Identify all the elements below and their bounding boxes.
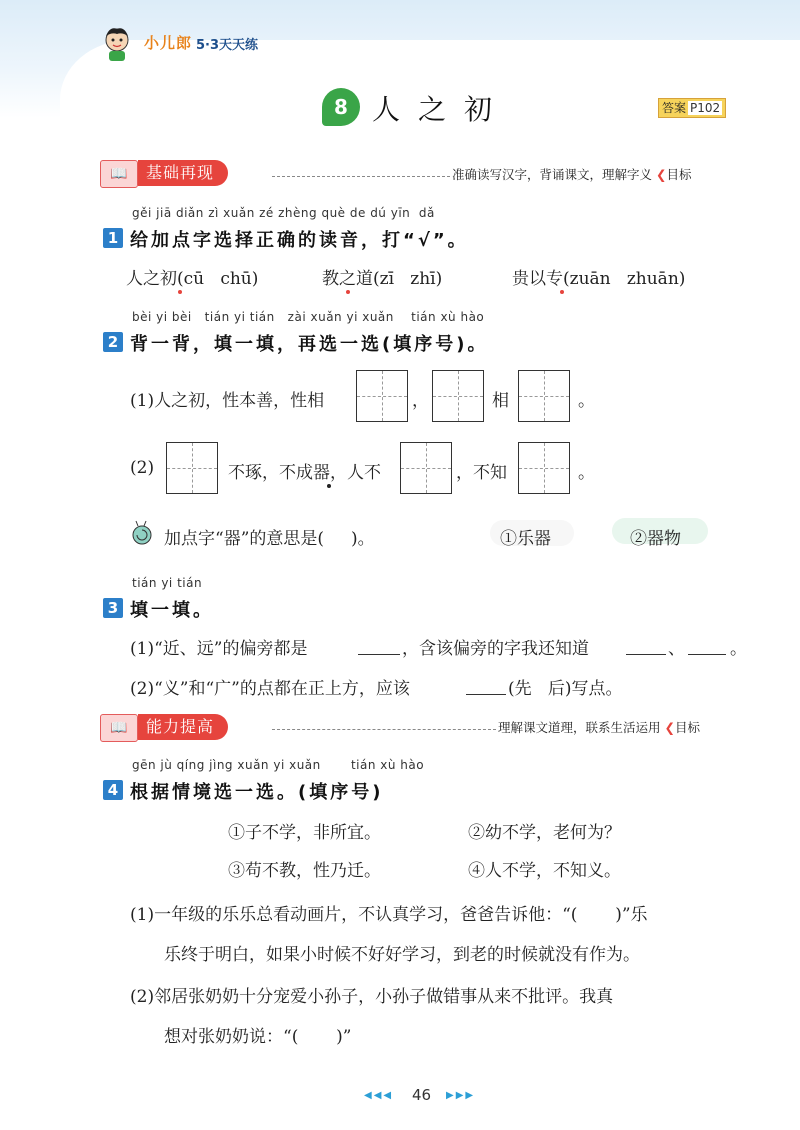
section-banner-improvement (100, 714, 270, 740)
q4-paragraph-2-line-2: 想对张奶奶说：“( )” (164, 1027, 352, 1047)
page-number: 46 (412, 1086, 432, 1104)
tianzige-box[interactable] (356, 370, 408, 422)
q2-line1-part1: (1)人之初，性本善，性相 (130, 391, 325, 411)
q4-number: 4 (103, 780, 123, 800)
q3-line2-part2: (先 后)写点。 (508, 679, 623, 699)
q4-paragraph-1-line-2: 乐终于明白，如果小时候不好好学习，到老的时候就没有作为。 (164, 945, 640, 965)
q1-item-3[interactable]: 贵以专(zuān zhuān) (512, 269, 686, 289)
q1-item-1[interactable]: 人之初(cū chū) (126, 269, 259, 289)
footer-arrows-left: ◀◀◀ (364, 1090, 394, 1101)
tianzige-box[interactable] (400, 442, 452, 494)
tianzige-box[interactable] (518, 442, 570, 494)
mascot-icon (100, 26, 134, 62)
q2-line1-part4: 。 (578, 391, 595, 411)
q2-line1-part3: 相 (492, 391, 509, 411)
q4-option-2: ②幼不学，老何为？ (468, 823, 621, 843)
q2-text: 背一背，填一填，再选一选(填序号)。 (130, 334, 489, 355)
q2-line2-part2: 不琢，不成器，人不 (228, 463, 381, 483)
q4-option-1: ①子不学，非所宜。 (228, 823, 381, 843)
goal-suffix: 目标 (674, 720, 700, 735)
q3-line1-part4: 。 (730, 639, 747, 659)
q2-line2-part1: (2) (130, 458, 155, 478)
answer-blank[interactable] (358, 654, 400, 655)
q4-text: 根据情境选一选。(填序号) (130, 782, 384, 803)
q1-text: 给加点字选择正确的读音，打“√”。 (130, 230, 469, 251)
snail-hint-icon (130, 520, 154, 546)
answer-blank[interactable] (688, 654, 726, 655)
goal-text: 理解课文道理，联系生活运用 (498, 720, 661, 735)
section-goal (452, 165, 692, 183)
book-icon: 📖 (100, 714, 138, 742)
answer-blank[interactable] (466, 694, 506, 695)
answer-page: P102 (690, 101, 721, 115)
q3-pinyin: tián yi tián (132, 576, 203, 590)
q4-paragraph-2-line-1: (2)邻居张奶奶十分宠爱小孙子，小孙子做错事从来不批评。我真 (130, 987, 614, 1007)
q3-text: 填一填。 (130, 600, 214, 621)
goal-suffix: 目标 (666, 167, 692, 182)
emphasis-dot (178, 290, 182, 294)
q3-number: 3 (103, 598, 123, 618)
q3-line1-part2: ，含该偏旁的字我还知道 (402, 639, 589, 659)
divider (272, 176, 450, 177)
section-title: 基础再现 (138, 160, 228, 186)
q2-option-2[interactable]: ②器物 (630, 529, 681, 549)
brand-name: 小儿郎 (144, 34, 193, 52)
target-icon: ❮ (656, 167, 667, 182)
lesson-title: 人之初 (372, 93, 511, 126)
q2-line2-part3: ，不知 (456, 463, 507, 483)
q4-option-4: ④人不学，不知义。 (468, 861, 621, 881)
q2-line1-part2: ， (412, 391, 429, 411)
answer-reference[interactable] (658, 98, 726, 118)
series-name: 5·3天天练 (196, 38, 259, 53)
q3-line1-part1: (1)“近、远”的偏旁都是 (130, 639, 308, 659)
section-banner-basics (100, 160, 270, 186)
tianzige-box[interactable] (518, 370, 570, 422)
answer-blank[interactable] (626, 654, 666, 655)
footer-arrows-right: ▶▶▶ (446, 1090, 476, 1101)
q4-option-3: ③苟不教，性乃迁。 (228, 861, 381, 881)
q2-pinyin: bèi yi bèi tián yi tián zài xuǎn yi xuǎn tián xù hào (132, 310, 485, 324)
q2-line2-part4: 。 (578, 463, 595, 483)
emphasis-dot (327, 484, 331, 488)
target-icon: ❮ (664, 720, 675, 735)
tianzige-box[interactable] (432, 370, 484, 422)
lesson-number-badge: 8 (322, 88, 360, 126)
section-title: 能力提高 (138, 714, 228, 740)
answer-label: 答案 (662, 101, 687, 115)
tianzige-box[interactable] (166, 442, 218, 494)
q2-sub-question: 加点字“器”的意思是( )。 (164, 529, 375, 549)
q4-pinyin: gēn jù qíng jìng xuǎn yi xuǎn tián xù hào (132, 758, 425, 772)
q1-pinyin: gěi jiā diǎn zì xuǎn zé zhèng què de dú yīn dǎ (132, 206, 435, 220)
goal-text: 准确读写汉字，背诵课文，理解字义 (452, 167, 653, 182)
q3-line1-part3: 、 (668, 639, 685, 659)
q1-number: 1 (103, 228, 123, 248)
q2-option-1[interactable]: ①乐器 (500, 529, 551, 549)
emphasis-dot (346, 290, 350, 294)
emphasis-dot (560, 290, 564, 294)
q3-line2-part1: (2)“义”和“广”的点都在正上方，应该 (130, 679, 410, 699)
q4-paragraph-1-line-1: (1)一年级的乐乐总看动画片，不认真学习，爸爸告诉他：“( )”乐 (130, 905, 648, 925)
q2-number: 2 (103, 332, 123, 352)
book-icon: 📖 (100, 160, 138, 188)
divider (272, 729, 496, 730)
q1-item-2[interactable]: 教之道(zī zhī) (322, 269, 443, 289)
section-goal (498, 718, 700, 736)
